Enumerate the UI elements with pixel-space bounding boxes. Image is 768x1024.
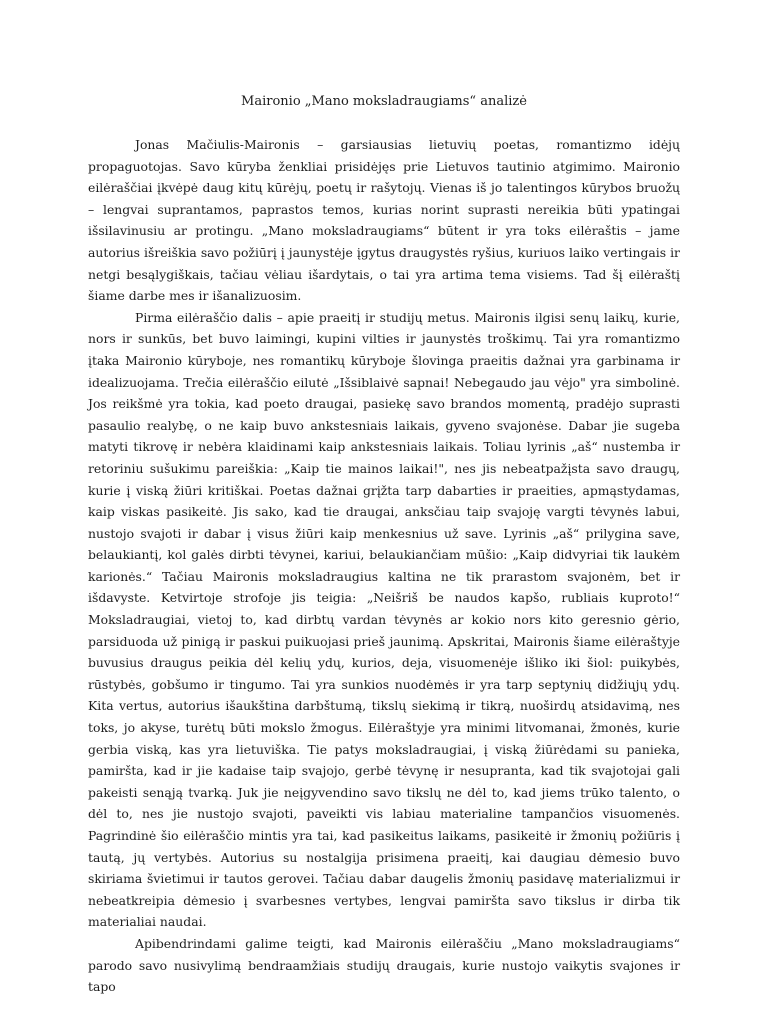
document-title: Maironio „Mano moksladraugiams“ analizė <box>241 94 527 109</box>
document-body <box>88 134 680 998</box>
paragraph-conclusion: Apibendrindami galime teigti, kad Maironis eilėraščiu „Mano moksladraugiams“ parodo savo nusivylimą bendraamžiais studijų draugais, kurie nustojo vaikytis svajones ir tapo <box>88 935 680 995</box>
paragraph-introduction: Jonas Mačiulis-Maironis – garsiausias lietuvių poetas, romantizmo idėjų propaguotojas. Savo kūryba ženkliai prisidėjęs prie Lietuvos tautinio atgimimo. Maironio eilėraščiai įkvėpė daug kitų kūrėjų, poetų ir rašytojų. Vienas iš jo talentingos kūrybos bruožų – lengvai suprantamos, paprastos temos, kurias norint suprasti nereikia būti ypatingai išsilavinusiu ar protingu. „Mano moksladraugiams“ būtent ir yra toks eilėraštis – jame autorius išreiškia savo požiūrį į jaunystėje įgytus draugystės ryšius, kuriuos laiko vertingais ir netgi besąlygiškais, tačiau vėliau išardytais, o tai yra artima tema visiems. Tad šį eilėraštį šiame darbe mes ir išanalizuosim. <box>88 137 680 304</box>
paragraph-analysis: Pirma eilėraščio dalis – apie praeitį ir studijų metus. Maironis ilgisi senų laikų, kurie, nors ir sunkūs, bet buvo laimingi, kupini vilties ir jaunystės troškimų. Tai yra romantizmo įtaka Maironio kūryboje, nes romantikų kūryboje šlovinga praeitis dažnai yra garbinama ir idealizuojama. Trečia eilėraščio eilutė „Išsiblaivė sapnai! Nebegaudo jau vėjo" yra simbolinė. Jos reikšmė yra tokia, kad poeto draugai, pasiekę savo brandos momentą, pradėjo suprasti pasaulio realybę, o ne kaip buvo ankstesniais laikais, gyveno svajonėse. Dabar jie sugeba matyti tikrovę ir nebėra klaidinami kaip ankstesniais laikais. Toliau lyrinis „aš“ nustemba ir retoriniu sušukimu pareiškia: „Kaip tie mainos laikai!", nes jis nebeatpažįsta savo draugų, kurie į viską žiūri kritiškai. Poetas dažnai grįžta tarp dabarties ir praeities, apmąstydamas, kaip viskas pasikeitė. Jis sako, kad tie draugai, anksčiau taip svajoję vargti tėvynės labui, nustojo svajoti ir dabar į visus žiūri kaip menkesnius už save. Lyrinis „aš“ prilygina save, belaukiantį, kol galės dirbti tėvynei, kariui, belaukiančiam mūšio: „Kaip didvyriai tik laukėm karionės.“ Tačiau Maironis moksladraugius kaltina ne tik prarastom svajonėm, bet ir išdavyste. Ketvirtoje strofoje jis teigia: „Neišriš be naudos kapšo, rubliais kuproto!“ Moksladraugiai, vietoj to, kad dirbtų vardan tėvynės ar kokio nors kito geresnio gėrio, parsiduoda už pinigą ir paskui puikuojasi prieš jaunimą. Apskritai, Maironis šiame eilėraštyje buvusius draugus peikia dėl kelių ydų, kurios, deja, visuomenėje išliko iki šiol: puikybės, rūstybės, gobšumo ir tingumo. Tai yra sunkios nuodėmės ir yra tarp septynių didžiųjų ydų. Kita vertus, autorius išaukština darbštumą, tikslų siekimą ir tikrą, nuoširdų atsidavimą, nes toks, jo akyse, turėtų būti mokslo žmogus. Eilėraštyje yra minimi litvomanai, žmonės, kurie gerbia viską, kas yra lietuviška. Tie patys moksladraugiai, į viską žiūrėdami su panieka, pamiršta, kad ir jie kadaise taip svajojo, gerbė tėvynę ir nesupranta, kad tik svajotojai gali pakeisti senąją tvarką. Juk jie neįgyvendino savo tikslų ne dėl to, kad jiems trūko talento, o dėl to, nes jie nustojo svajoti, paveikti vis labiau materialine tampančios visuomenės. Pagrindinė šio eilėraščio mintis yra tai, kad pasikeitus laikams, pasikeitė ir žmonių požiūris į tautą, jų vertybės. Autorius su nostalgija prisimena praeitį, kai daugiau dėmesio buvo skiriama švietimui ir tautos gerovei. Tačiau dabar daugelis žmonių pasidavę materializmui ir nebeatkreipia dėmesio į svarbesnes vertybes, lengvai pamiršta savo tikslus ir dirba tik materialiai naudai. <box>88 309 680 930</box>
